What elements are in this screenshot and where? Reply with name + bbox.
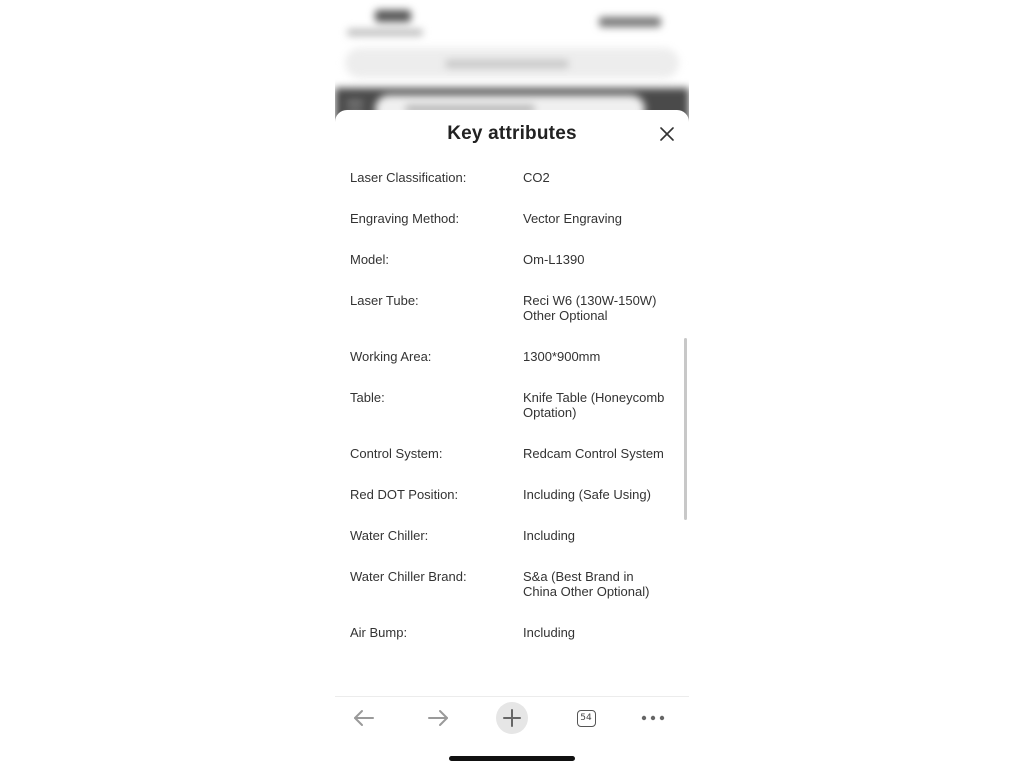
attribute-label: Engraving Method: <box>350 211 460 226</box>
attribute-row <box>335 390 689 420</box>
attribute-row <box>335 446 689 461</box>
attribute-row <box>335 252 689 267</box>
attribute-value: CO2 <box>523 170 550 185</box>
forward-button[interactable] <box>421 701 455 735</box>
attribute-row <box>335 569 689 599</box>
close-button[interactable] <box>657 124 677 144</box>
attribute-value: Including <box>523 625 576 640</box>
attribute-row <box>335 293 689 323</box>
attribute-row <box>335 487 689 502</box>
attribute-value: Reci W6 (130W-150W) Other Optional <box>523 293 657 323</box>
status-bar-icons <box>599 17 661 27</box>
back-button[interactable] <box>347 701 381 735</box>
more-icon <box>641 714 665 722</box>
attribute-label: Model: <box>350 252 390 267</box>
attribute-label: Water Chiller Brand: <box>350 569 467 584</box>
attribute-row <box>335 625 689 640</box>
attribute-label: Working Area: <box>350 349 432 364</box>
attribute-row <box>335 170 689 185</box>
attribute-label: Red DOT Position: <box>350 487 459 502</box>
attribute-row <box>335 528 689 543</box>
plus-icon <box>502 708 522 728</box>
attribute-value: Om-L1390 <box>523 252 585 267</box>
tabs-button[interactable] <box>569 701 603 735</box>
attribute-value: Including <box>523 528 576 543</box>
home-indicator[interactable] <box>449 756 575 761</box>
attribute-value: 1300*900mm <box>523 349 601 364</box>
attribute-label: Air Bump: <box>350 625 408 640</box>
browser-toolbar <box>335 696 689 741</box>
phone-screen <box>335 0 689 768</box>
more-button[interactable] <box>636 701 670 735</box>
status-bar-time <box>375 10 411 22</box>
tabs-icon: 54 <box>577 710 596 727</box>
attribute-value: S&a (Best Brand in China Other Optional) <box>523 569 650 599</box>
sheet-scrollbar[interactable] <box>684 338 687 520</box>
attribute-list <box>335 170 689 666</box>
new-tab-button[interactable] <box>496 702 528 734</box>
sheet-title: Key attributes <box>447 123 577 144</box>
close-icon <box>657 124 677 144</box>
address-bar <box>345 48 679 78</box>
attribute-label: Water Chiller: <box>350 528 429 543</box>
back-arrow-icon <box>352 706 376 730</box>
attribute-value: Vector Engraving <box>523 211 623 226</box>
attribute-row <box>335 349 689 364</box>
attribute-label: Table: <box>350 390 385 405</box>
attribute-row <box>335 211 689 226</box>
attribute-label: Laser Classification: <box>350 170 467 185</box>
key-attributes-sheet <box>335 110 689 696</box>
attribute-value: Including (Safe Using) <box>523 487 651 502</box>
attribute-label: Control System: <box>350 446 443 461</box>
attribute-value: Redcam Control System <box>523 446 664 461</box>
forward-arrow-icon <box>426 706 450 730</box>
attribute-value: Knife Table (Honeycomb Optation) <box>523 390 665 420</box>
attribute-label: Laser Tube: <box>350 293 419 308</box>
status-bar-subtext <box>347 29 423 36</box>
